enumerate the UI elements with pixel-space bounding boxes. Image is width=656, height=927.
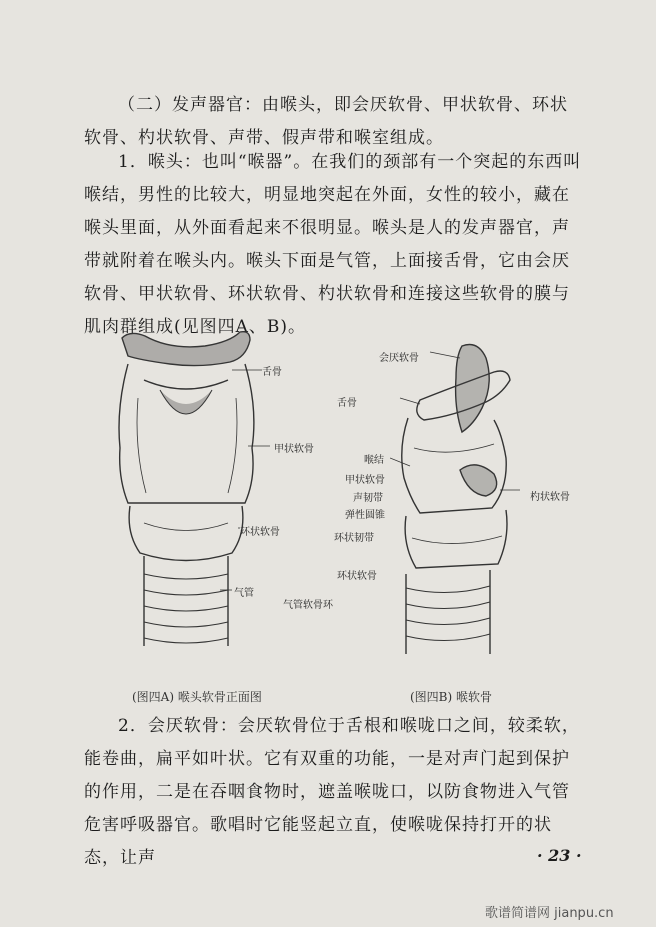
label-b-adams-apple: 喉结 — [364, 455, 384, 466]
label-b-thyroid: 甲状软骨 — [345, 475, 385, 486]
page-number: · 23 · — [537, 846, 582, 865]
figure-a-caption: (图四A) 喉头软骨正面图 — [132, 690, 262, 704]
paragraph-epiglottis: 2．会厌软骨：会厌软骨位于舌根和喉咙口之间，较柔软，能卷曲，扁平如叶状。它有双重的功能，一是对声门起到保护的作用，二是在吞咽食物时，遮盖喉咙口，以防食物进入气管危害呼吸器官。歌唱时它能竖起立直，使喉咙保持打开的状态，让声 — [84, 716, 580, 868]
label-a-thyroid: 甲状软骨 — [274, 444, 314, 455]
figure-b-larynx-side-drawing — [390, 338, 540, 658]
label-a-hyoid: 舌骨 — [262, 367, 282, 378]
label-a-cricoid: 环状软骨 — [240, 527, 280, 538]
paragraph-larynx: 1．喉头：也叫“喉器”。在我们的颈部有一个突起的东西叫喉结，男性的比较大，明显地突起在外面，女性的较小，藏在喉头里面，从外面看起来不很明显。喉头是人的发声器官，声带就附着在喉头内。喉头下面是气管，上面接舌骨，它由会厌软骨、甲状软骨、环状软骨、杓状软骨和连接这些软骨的膜与肌肉群组成(见图四A、B)。 — [84, 152, 582, 337]
label-b-hyoid: 舌骨 — [337, 398, 357, 409]
site-watermark: 歌谱简谱网 jianpu.cn — [485, 906, 614, 921]
label-b-cricoid-ligament: 环状韧带 — [334, 533, 374, 544]
label-b-tracheal-ring: 气管软骨环 — [283, 600, 333, 611]
paragraph-phonation-organs: （二）发声器官：由喉头，即会厌软骨、甲状软骨、环状软骨、杓状软骨、声带、假声带和喉室组成。 — [84, 95, 568, 148]
label-b-epiglottis: 会厌软骨 — [379, 353, 419, 364]
label-b-cricoid: 环状软骨 — [337, 571, 377, 582]
label-b-vocal-cord: 声韧带 — [353, 493, 383, 504]
label-b-elastic-cone: 弹性圆锥 — [345, 510, 385, 521]
figure-b-caption: (图四B) 喉软骨 — [410, 690, 492, 704]
label-b-arytenoid: 杓状软骨 — [530, 492, 570, 503]
label-a-trachea: 气管 — [234, 588, 254, 599]
